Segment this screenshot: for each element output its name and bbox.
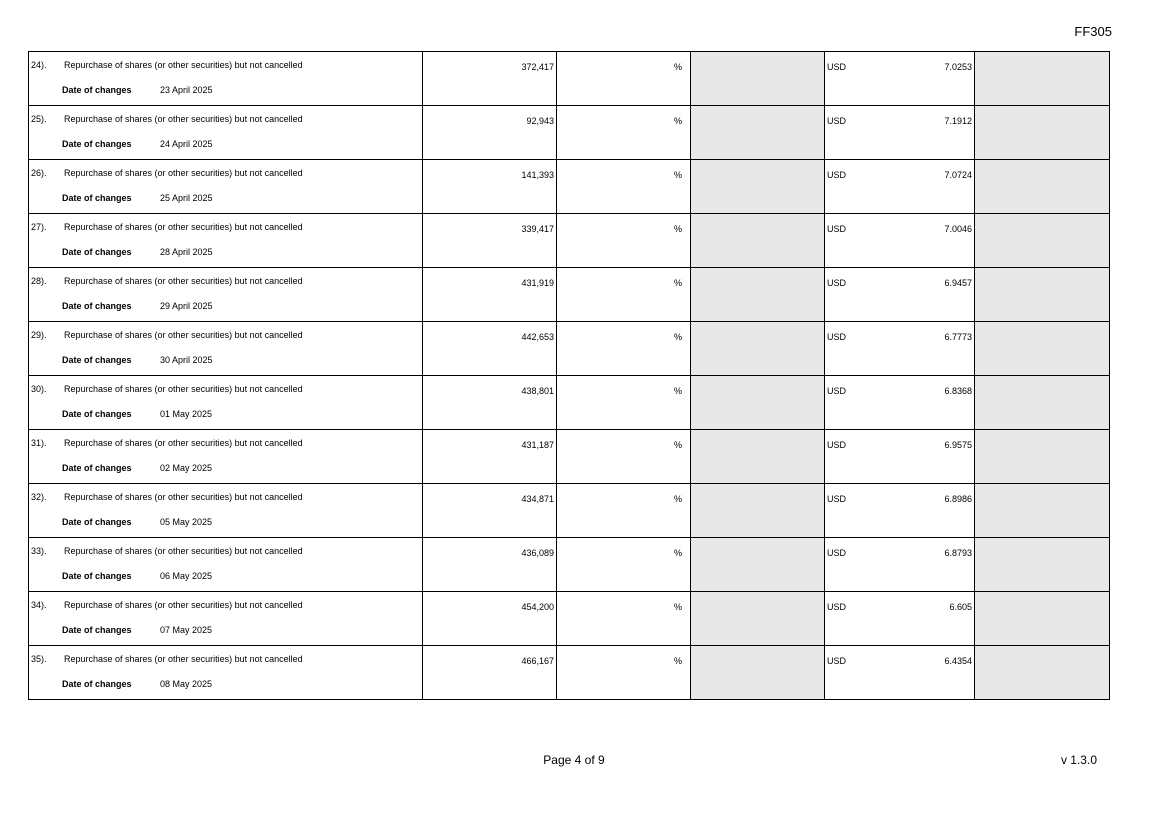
shaded-cell — [975, 484, 1110, 538]
price-value: 7.0046 — [944, 224, 972, 234]
row-description: Repurchase of shares (or other securities) but not cancelled — [64, 438, 303, 448]
date-value: 24 April 2025 — [160, 139, 213, 149]
shaded-cell — [975, 160, 1110, 214]
price-cell — [825, 322, 975, 376]
row-number: 33). — [31, 546, 47, 556]
table-row — [29, 538, 1110, 592]
row-number: 29). — [31, 330, 47, 340]
shaded-cell — [691, 268, 825, 322]
price-value: 6.8368 — [944, 386, 972, 396]
description-cell — [29, 214, 423, 268]
description-cell — [29, 106, 423, 160]
shaded-cell — [975, 538, 1110, 592]
row-description: Repurchase of shares (or other securities) but not cancelled — [64, 384, 303, 394]
date-label: Date of changes — [62, 625, 132, 635]
currency-label: USD — [827, 494, 847, 504]
currency-label: USD — [827, 62, 847, 72]
repurchase-table — [28, 51, 1110, 700]
description-cell — [29, 538, 423, 592]
shares-value: 442,653 — [521, 332, 554, 342]
row-number: 30). — [31, 384, 47, 394]
shaded-cell — [691, 52, 825, 106]
row-number: 32). — [31, 492, 47, 502]
shares-value: 431,187 — [521, 440, 554, 450]
price-value: 6.7773 — [944, 332, 972, 342]
shares-value: 466,167 — [521, 656, 554, 666]
table-row — [29, 484, 1110, 538]
description-cell — [29, 268, 423, 322]
row-description: Repurchase of shares (or other securities) but not cancelled — [64, 654, 303, 664]
table-row — [29, 592, 1110, 646]
table-row — [29, 106, 1110, 160]
table-row — [29, 160, 1110, 214]
percent-cell — [557, 376, 691, 430]
shares-value: 372,417 — [521, 62, 554, 72]
shares-cell — [423, 322, 557, 376]
shares-cell — [423, 160, 557, 214]
percent-sign: % — [673, 656, 682, 666]
date-value: 25 April 2025 — [160, 193, 213, 203]
percent-cell — [557, 430, 691, 484]
form-code: FF305 — [1074, 24, 1112, 39]
currency-label: USD — [827, 602, 847, 612]
row-number: 31). — [31, 438, 47, 448]
date-value: 08 May 2025 — [160, 679, 213, 689]
percent-cell — [557, 322, 691, 376]
row-description: Repurchase of shares (or other securities) but not cancelled — [64, 60, 303, 70]
description-cell — [29, 322, 423, 376]
percent-cell — [557, 106, 691, 160]
percent-sign: % — [673, 494, 682, 504]
shaded-cell — [691, 646, 825, 700]
percent-sign: % — [673, 332, 682, 342]
price-cell — [825, 538, 975, 592]
price-value: 6.4354 — [944, 656, 972, 666]
percent-sign: % — [673, 116, 682, 126]
percent-cell — [557, 538, 691, 592]
date-value: 05 May 2025 — [160, 517, 213, 527]
date-value: 07 May 2025 — [160, 625, 213, 635]
date-label: Date of changes — [62, 463, 132, 473]
currency-label: USD — [827, 116, 847, 126]
shares-value: 434,871 — [521, 494, 554, 504]
currency-label: USD — [827, 332, 847, 342]
percent-cell — [557, 646, 691, 700]
table-row — [29, 214, 1110, 268]
price-cell — [825, 52, 975, 106]
price-cell — [825, 268, 975, 322]
currency-label: USD — [827, 170, 847, 180]
description-cell — [29, 376, 423, 430]
percent-cell — [557, 592, 691, 646]
currency-label: USD — [827, 386, 847, 396]
row-number: 34). — [31, 600, 47, 610]
shaded-cell — [975, 592, 1110, 646]
price-value: 7.0253 — [944, 62, 972, 72]
price-cell — [825, 214, 975, 268]
percent-sign: % — [673, 548, 682, 558]
price-value: 6.9575 — [944, 440, 972, 450]
shares-cell — [423, 592, 557, 646]
description-cell — [29, 430, 423, 484]
table-row — [29, 52, 1110, 106]
shaded-cell — [975, 430, 1110, 484]
row-description: Repurchase of shares (or other securities) but not cancelled — [64, 222, 303, 232]
price-value: 6.605 — [949, 602, 972, 612]
currency-label: USD — [827, 548, 847, 558]
percent-cell — [557, 52, 691, 106]
currency-label: USD — [827, 224, 847, 234]
date-value: 30 April 2025 — [160, 355, 213, 365]
currency-label: USD — [827, 656, 847, 666]
date-label: Date of changes — [62, 409, 132, 419]
percent-sign: % — [673, 602, 682, 612]
percent-cell — [557, 214, 691, 268]
price-cell — [825, 106, 975, 160]
date-value: 02 May 2025 — [160, 463, 213, 473]
row-number: 25). — [31, 114, 47, 124]
shares-cell — [423, 484, 557, 538]
shares-cell — [423, 538, 557, 592]
percent-cell — [557, 268, 691, 322]
date-label: Date of changes — [62, 85, 132, 95]
shares-cell — [423, 52, 557, 106]
shaded-cell — [691, 376, 825, 430]
shaded-cell — [691, 538, 825, 592]
price-value: 7.0724 — [944, 170, 972, 180]
table-row — [29, 376, 1110, 430]
price-cell — [825, 376, 975, 430]
shares-cell — [423, 376, 557, 430]
price-cell — [825, 592, 975, 646]
price-value: 6.9457 — [944, 278, 972, 288]
shares-value: 431,919 — [521, 278, 554, 288]
price-cell — [825, 646, 975, 700]
row-description: Repurchase of shares (or other securities) but not cancelled — [64, 114, 303, 124]
shaded-cell — [975, 646, 1110, 700]
percent-sign: % — [673, 386, 682, 396]
date-label: Date of changes — [62, 301, 132, 311]
table-row — [29, 322, 1110, 376]
row-description: Repurchase of shares (or other securities) but not cancelled — [64, 492, 303, 502]
shaded-cell — [691, 484, 825, 538]
shaded-cell — [691, 214, 825, 268]
date-label: Date of changes — [62, 355, 132, 365]
table-row — [29, 268, 1110, 322]
shaded-cell — [975, 268, 1110, 322]
shaded-cell — [691, 160, 825, 214]
price-value: 6.8793 — [944, 548, 972, 558]
currency-label: USD — [827, 440, 847, 450]
shaded-cell — [691, 106, 825, 160]
description-cell — [29, 160, 423, 214]
shaded-cell — [691, 322, 825, 376]
date-label: Date of changes — [62, 193, 132, 203]
date-label: Date of changes — [62, 139, 132, 149]
row-description: Repurchase of shares (or other securities) but not cancelled — [64, 546, 303, 556]
percent-cell — [557, 160, 691, 214]
date-label: Date of changes — [62, 571, 132, 581]
description-cell — [29, 592, 423, 646]
shares-cell — [423, 430, 557, 484]
date-label: Date of changes — [62, 247, 132, 257]
shaded-cell — [975, 214, 1110, 268]
shares-cell — [423, 106, 557, 160]
description-cell — [29, 52, 423, 106]
date-value: 29 April 2025 — [160, 301, 213, 311]
row-number: 35). — [31, 654, 47, 664]
shaded-cell — [975, 376, 1110, 430]
date-label: Date of changes — [62, 679, 132, 689]
currency-label: USD — [827, 278, 847, 288]
price-value: 6.8986 — [944, 494, 972, 504]
row-number: 24). — [31, 60, 47, 70]
date-value: 06 May 2025 — [160, 571, 213, 581]
price-cell — [825, 430, 975, 484]
shares-value: 438,801 — [521, 386, 554, 396]
percent-sign: % — [673, 278, 682, 288]
shares-cell — [423, 646, 557, 700]
price-cell — [825, 160, 975, 214]
shaded-cell — [691, 592, 825, 646]
row-number: 27). — [31, 222, 47, 232]
row-description: Repurchase of shares (or other securities) but not cancelled — [64, 330, 303, 340]
row-description: Repurchase of shares (or other securities) but not cancelled — [64, 276, 303, 286]
percent-sign: % — [673, 440, 682, 450]
row-number: 28). — [31, 276, 47, 286]
price-cell — [825, 484, 975, 538]
shaded-cell — [691, 430, 825, 484]
percent-sign: % — [673, 62, 682, 72]
date-label: Date of changes — [62, 517, 132, 527]
shaded-cell — [975, 322, 1110, 376]
percent-cell — [557, 484, 691, 538]
percent-sign: % — [673, 170, 682, 180]
version-label: v 1.3.0 — [1060, 753, 1097, 767]
description-cell — [29, 484, 423, 538]
percent-sign: % — [673, 224, 682, 234]
shares-cell — [423, 268, 557, 322]
shares-value: 141,393 — [521, 170, 554, 180]
shaded-cell — [975, 52, 1110, 106]
shares-value: 339,417 — [521, 224, 554, 234]
description-cell — [29, 646, 423, 700]
table-row — [29, 430, 1110, 484]
page-number: Page 4 of 9 — [543, 753, 605, 767]
row-number: 26). — [31, 168, 47, 178]
shares-value: 454,200 — [521, 602, 554, 612]
row-description: Repurchase of shares (or other securities) but not cancelled — [64, 600, 303, 610]
shaded-cell — [975, 106, 1110, 160]
table-row — [29, 646, 1110, 700]
date-value: 23 April 2025 — [160, 85, 213, 95]
shares-cell — [423, 214, 557, 268]
shares-value: 92,943 — [526, 116, 554, 126]
date-value: 28 April 2025 — [160, 247, 213, 257]
row-description: Repurchase of shares (or other securities) but not cancelled — [64, 168, 303, 178]
shares-value: 436,089 — [521, 548, 554, 558]
price-value: 7.1912 — [944, 116, 972, 126]
date-value: 01 May 2025 — [160, 409, 213, 419]
